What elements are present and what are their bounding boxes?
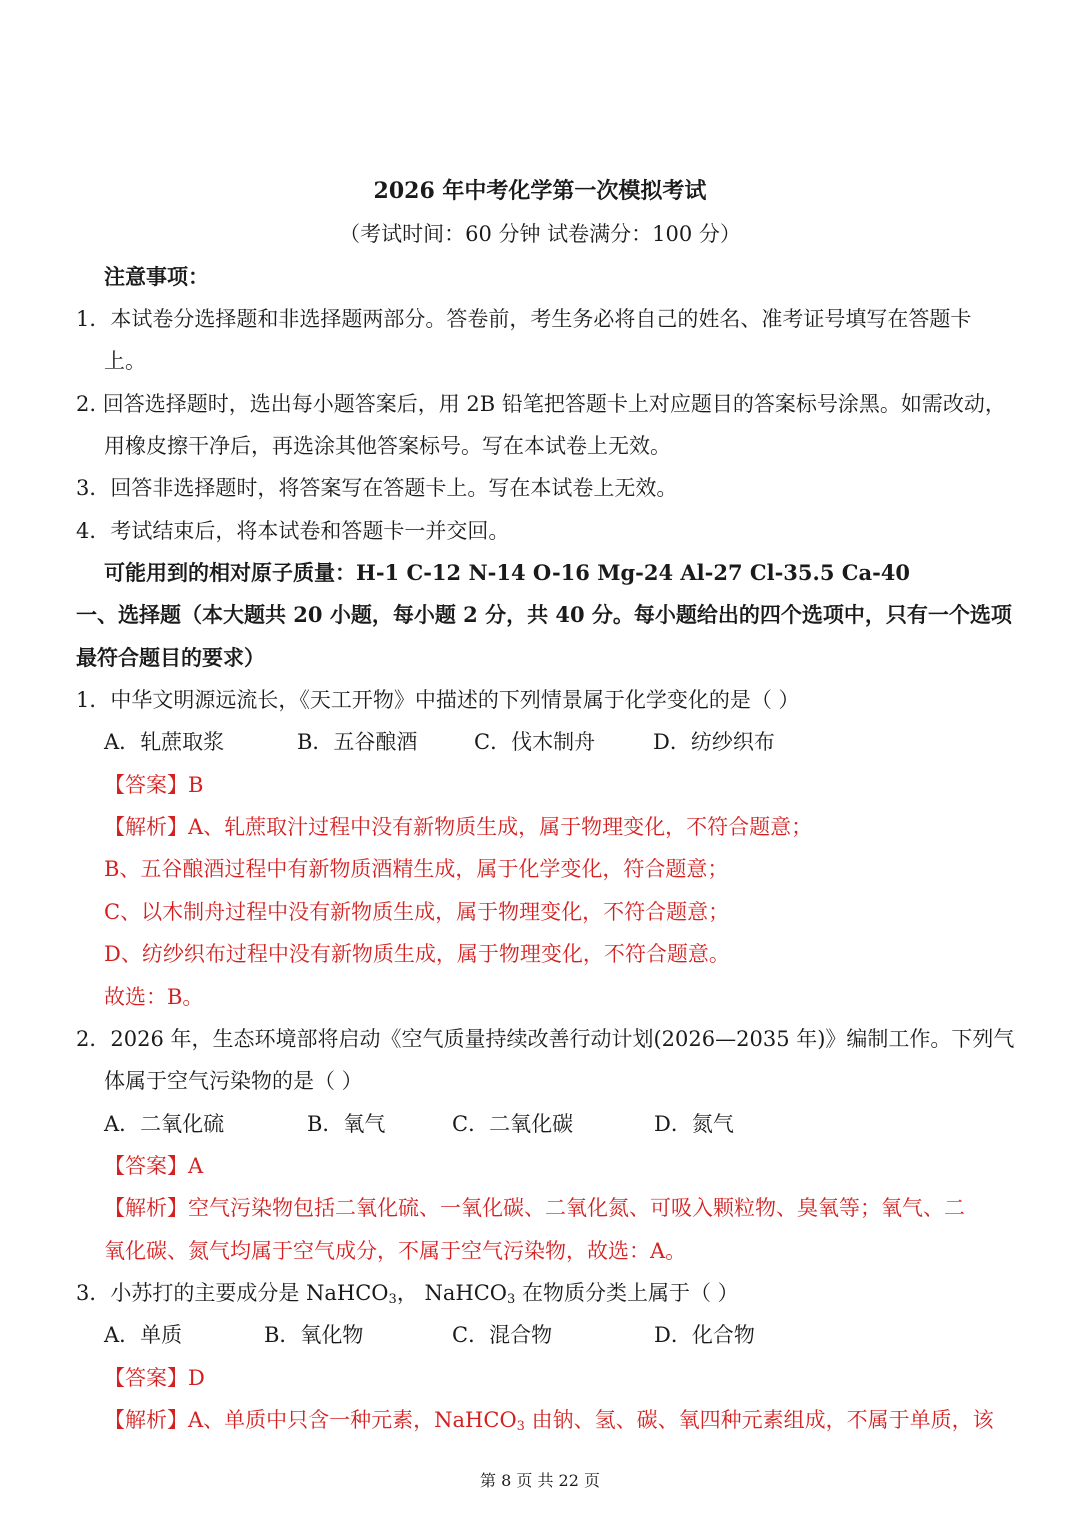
notes-heading: 注意事项： <box>104 264 209 289</box>
question-2-stem: 2．2026 年，生态环境部将启动《空气质量持续改善行动计划(2026—2035 年)》编制工作。下列气 <box>76 1027 1015 1051</box>
q3-option-b: B．氧化物 <box>264 1323 364 1347</box>
q3-stem-part-3: 在物质分类上属于（ ） <box>515 1281 739 1305</box>
q3-subscript-2: 3 <box>506 1292 516 1307</box>
q3-subscript-1: 3 <box>388 1292 397 1307</box>
q2-analysis-1: 【解析】空气污染物包括二氧化硫、一氧化碳、二氧化氮、可吸入颗粒物、臭氧等；氧气、二 <box>104 1196 965 1220</box>
note-item-2: 2. 回答选择题时，选出每小题答案后，用 2B 铅笔把答题卡上对应题目的答案标号涂黑。如需改动， <box>76 392 1006 416</box>
q2-option-c: C．二氧化碳 <box>452 1112 574 1136</box>
q3-answer: 【答案】D <box>104 1366 205 1390</box>
q3-stem-part-1: 3．小苏打的主要成分是 NaHCO <box>76 1281 389 1305</box>
q3-option-c: C．混合物 <box>452 1323 553 1347</box>
q1-option-d: D．纺纱织布 <box>653 730 775 754</box>
q3-stem-part-2: ， NaHCO <box>396 1281 507 1305</box>
q3-analysis <box>104 1405 1080 1442</box>
note-item-4: 4．考试结束后，将本试卷和答题卡一并交回。 <box>76 519 510 543</box>
section-heading-cont: 最符合题目的要求） <box>76 645 265 670</box>
atomic-masses: 可能用到的相对原子质量：H-1 C-12 N-14 O-16 Mg-24 Al-27 Cl-35.5 Ca-40 <box>104 560 911 585</box>
q1-option-a: A．轧蔗取浆 <box>104 730 225 754</box>
q1-option-c: C．伐木制舟 <box>474 730 596 754</box>
exam-title: 2026 年中考化学第一次模拟考试 <box>373 178 707 204</box>
q2-option-b: B．氧气 <box>307 1112 386 1136</box>
q1-answer: 【答案】B <box>104 773 204 797</box>
q3-analysis-part-1: 【解析】A、单质中只含一种元素，NaHCO <box>104 1408 517 1432</box>
question-3-stem <box>76 1278 1080 1315</box>
q2-option-d: D．氮气 <box>654 1112 734 1136</box>
q2-option-a: A．二氧化硫 <box>104 1112 225 1136</box>
note-item-2-cont: 用橡皮擦干净后，再选涂其他答案标号。写在本试卷上无效。 <box>104 434 671 458</box>
q1-analysis-1: 【解析】A、轧蔗取汁过程中没有新物质生成，属于物理变化，不符合题意； <box>104 815 813 839</box>
page-number: 第 8 页 共 22 页 <box>480 1471 600 1490</box>
section-heading: 一、选择题（本大题共 20 小题，每小题 2 分，共 40 分。每小题给出的四个选项中，只有一个选项 <box>76 602 1012 627</box>
q3-analysis-subscript: 3 <box>516 1419 525 1434</box>
note-item-1: 1．本试卷分选择题和非选择题两部分。答卷前，考生务必将自己的姓名、准考证号填写在答题卡 <box>76 307 972 331</box>
q1-analysis-5: 故选：B。 <box>104 985 204 1009</box>
question-2-stem-cont: 体属于空气污染物的是（ ） <box>104 1069 363 1093</box>
q1-option-b: B．五谷酿酒 <box>297 730 418 754</box>
note-item-1-cont: 上。 <box>104 349 146 373</box>
exam-subtitle: （考试时间：60 分钟 试卷满分：100 分） <box>339 222 741 246</box>
q1-analysis-2: B、五谷酿酒过程中有新物质酒精生成，属于化学变化，符合题意； <box>104 857 729 881</box>
q1-analysis-4: D、纺纱织布过程中没有新物质生成，属于物理变化，不符合题意。 <box>104 942 730 966</box>
q2-analysis-2: 氧化碳、氮气均属于空气成分，不属于空气污染物，故选：A。 <box>104 1239 687 1263</box>
q3-analysis-part-2: 由钠、氢、碳、氧四种元素组成，不属于单质，该 <box>524 1408 994 1432</box>
q3-option-a: A．单质 <box>104 1323 183 1347</box>
q1-analysis-3: C、以木制舟过程中没有新物质生成，属于物理变化，不符合题意； <box>104 900 730 924</box>
note-item-3: 3．回答非选择题时，将答案写在答题卡上。写在本试卷上无效。 <box>76 476 678 500</box>
question-1-stem: 1．中华文明源远流长，《天工开物》中描述的下列情景属于化学变化的是（ ） <box>76 688 800 712</box>
q2-answer: 【答案】A <box>104 1154 204 1178</box>
q3-option-d: D．化合物 <box>654 1323 755 1347</box>
